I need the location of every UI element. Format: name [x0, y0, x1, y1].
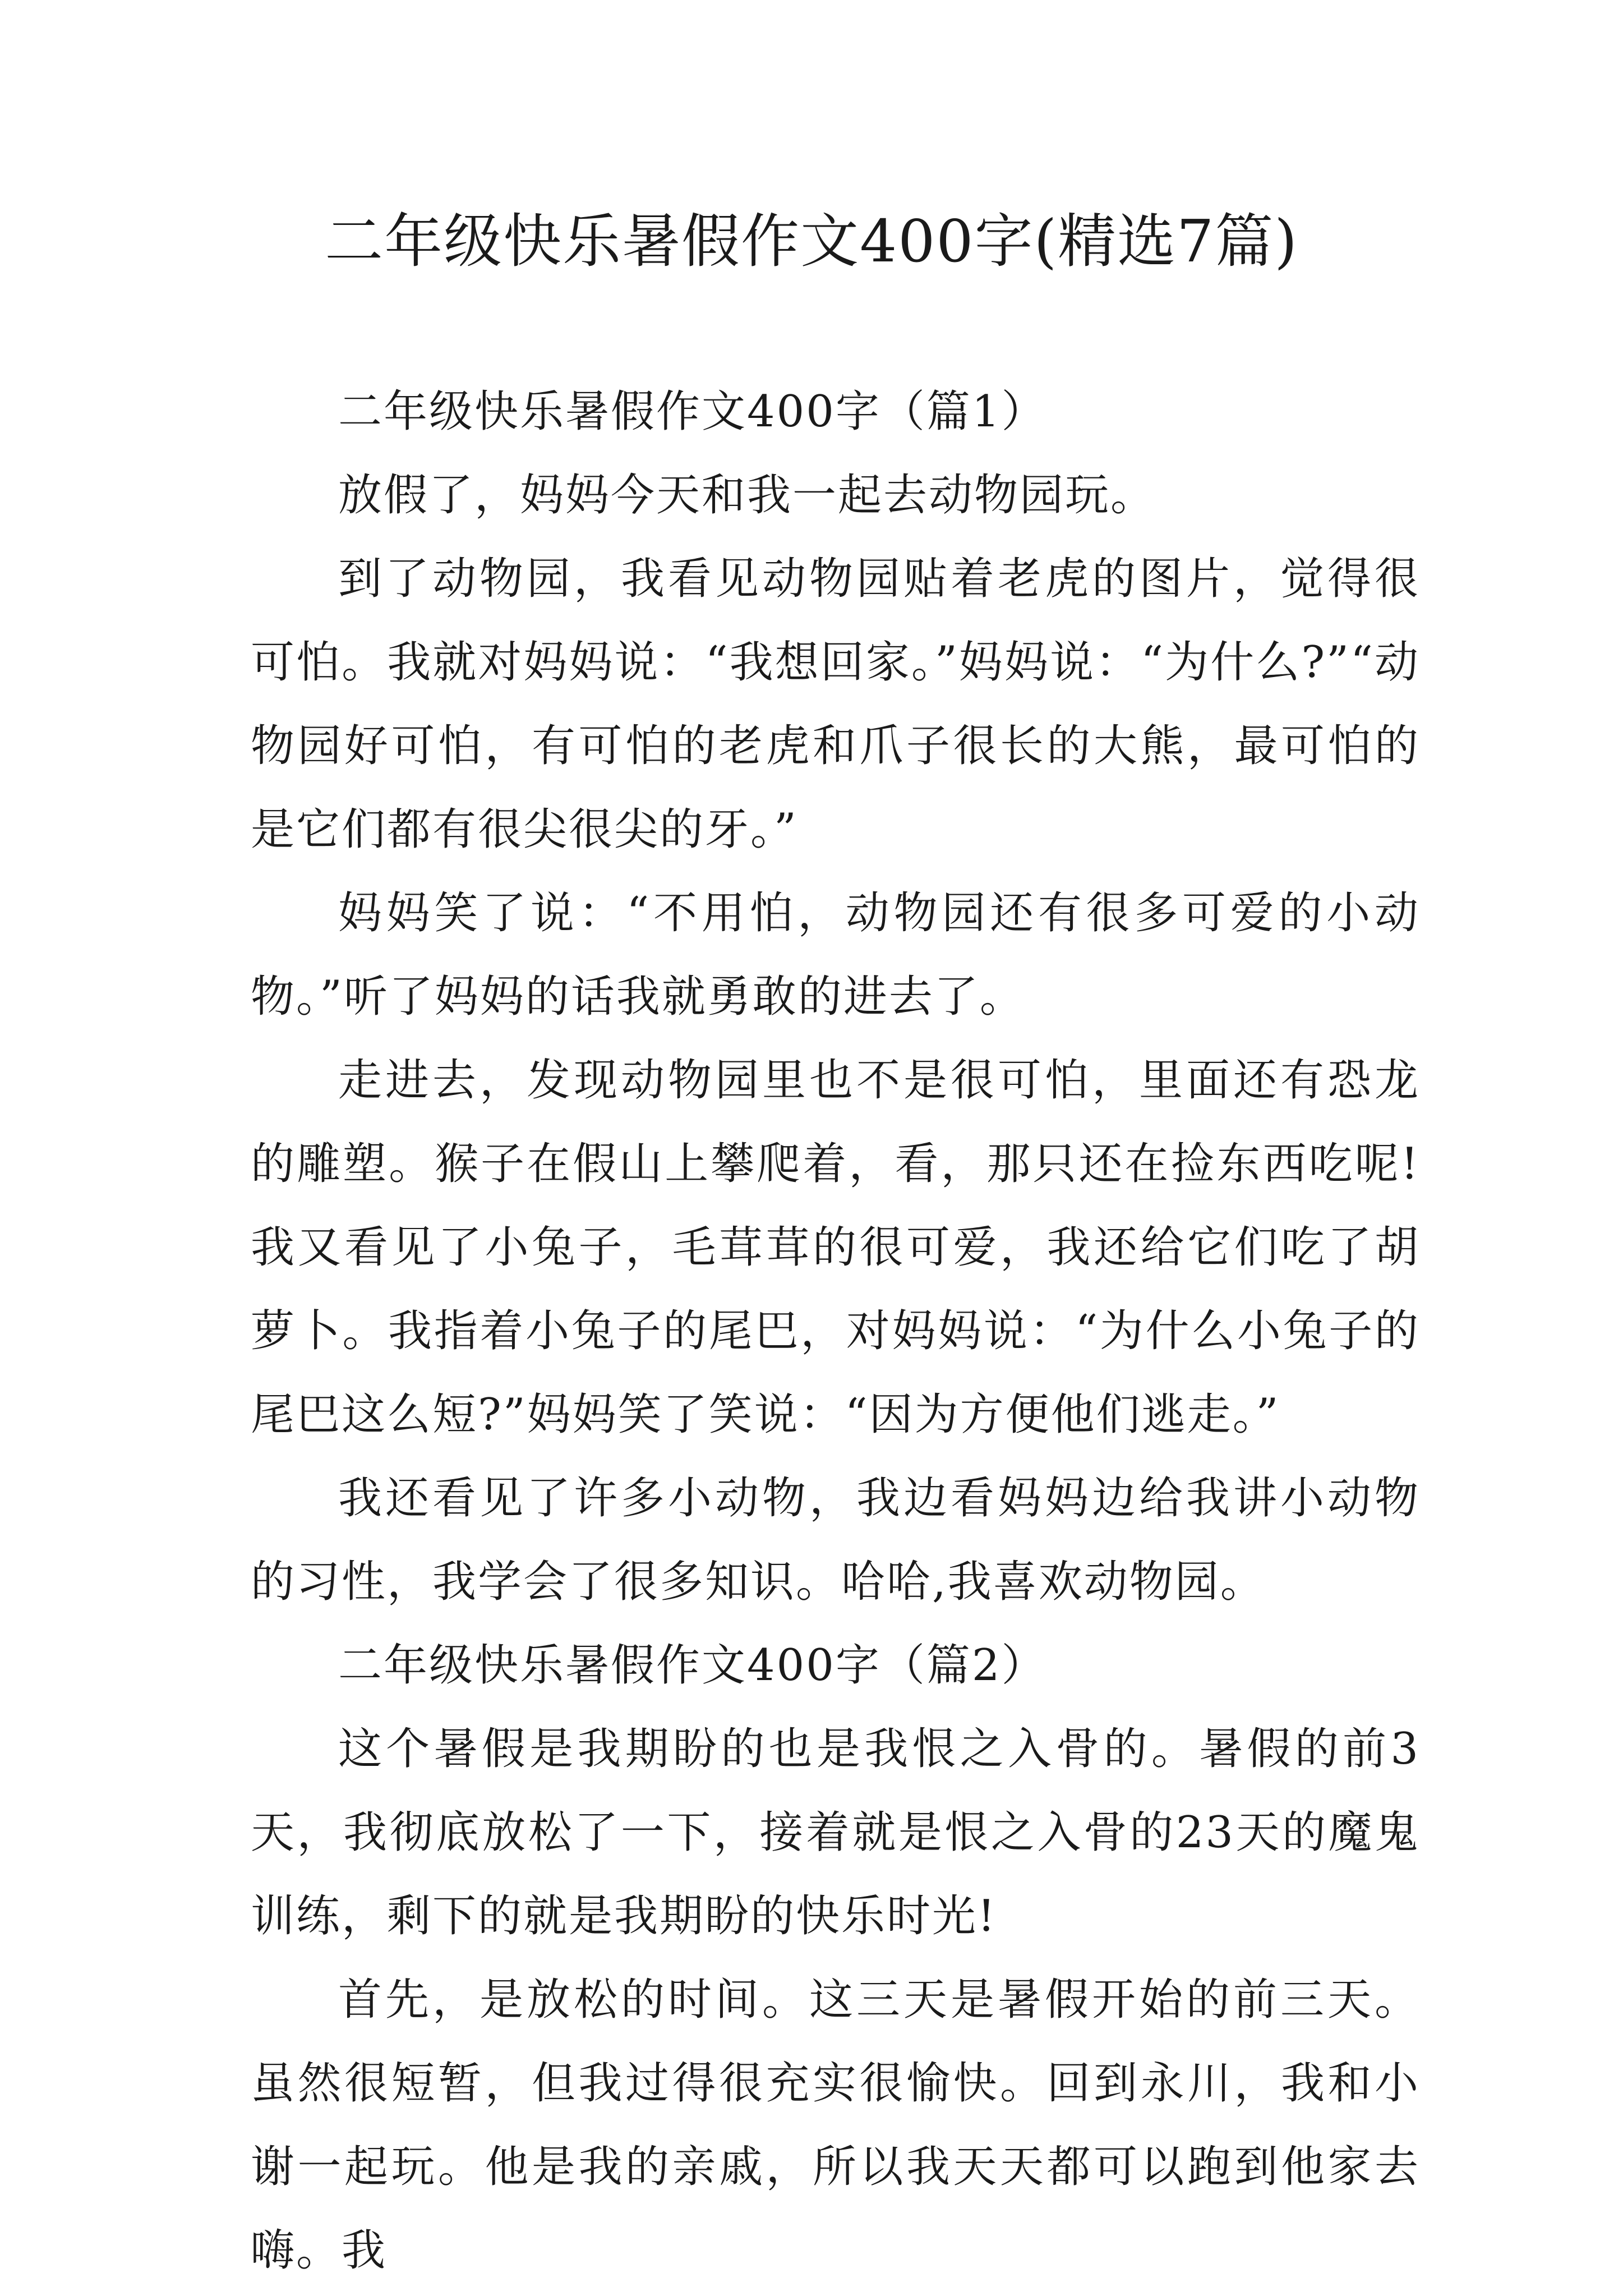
paragraph: 到了动物园，我看见动物园贴着老虎的图片，觉得很可怕。我就对妈妈说：“我想回家。”妈妈说：“为什么?”“动物园好可怕，有可怕的老虎和爪子很长的大熊，最可怕的是它们都有很尖很尖的牙。” — [251, 554, 1420, 855]
paragraph: 放假了，妈妈今天和我一起去动物园玩。 — [338, 470, 1156, 521]
section-heading: 二年级快乐暑假作文400字（篇2） — [338, 1640, 1047, 1691]
section-heading: 二年级快乐暑假作文400字（篇1） — [338, 386, 1047, 437]
paragraph: 妈妈笑了说：“不用怕，动物园还有很多可爱的小动物。”听了妈妈的话我就勇敢的进去了。 — [251, 888, 1420, 1022]
paragraph: 这个暑假是我期盼的也是我恨之入骨的。暑假的前3天，我彻底放松了一下，接着就是恨之入骨的23天的魔鬼训练，剩下的就是我期盼的快乐时光! — [251, 1724, 1420, 1941]
paragraph: 我还看见了许多小动物，我边看妈妈边给我讲小动物的习性，我学会了很多知识。哈哈,我喜欢动物园。 — [251, 1473, 1420, 1607]
paragraph: 走进去，发现动物园里也不是很可怕，里面还有恐龙的雕塑。猴子在假山上攀爬着，看，那只还在捡东西吃呢!我又看见了小兔子，毛茸茸的很可爱，我还给它们吃了胡萝卜。我指着小兔子的尾巴，对妈妈说：“为什么小兔子的尾巴这么短?”妈妈笑了笑说：“因为方便他们逃走。” — [251, 1055, 1420, 1440]
paragraph: 首先，是放松的时间。这三天是暑假开始的前三天。虽然很短暂，但我过得很充实很愉快。回到永川，我和小谢一起玩。他是我的亲戚，所以我天天都可以跑到他家去嗨。我 — [251, 1975, 1420, 2276]
document-body — [251, 370, 1420, 2293]
document-title: 二年级快乐暑假作文400字(精选7篇) — [325, 207, 1298, 275]
